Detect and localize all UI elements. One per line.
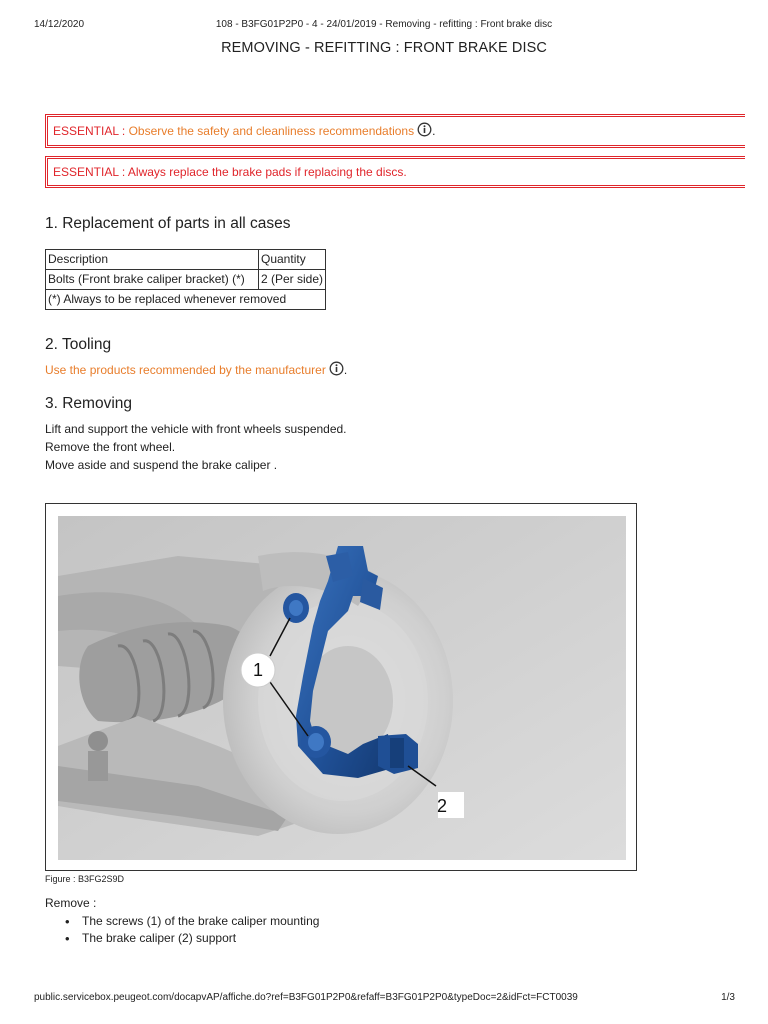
essential-suffix: .: [432, 124, 436, 138]
print-date: 14/12/2020: [34, 19, 85, 30]
section-heading-removing: 3. Removing: [45, 395, 133, 412]
step-text: Move aside and suspend the brake caliper .: [45, 458, 278, 472]
callout-1-label: 1: [252, 660, 264, 680]
table-row: [46, 270, 326, 290]
section-heading-tooling: 2. Tooling: [45, 336, 112, 353]
table-header-cell: Quantity: [259, 250, 326, 270]
essential-notice-pads: [45, 156, 745, 188]
footer-url: public.servicebox.peugeot.com/docapvAP/affiche.do?ref=B3FG01P2P0&refaff=B3FG01P2P0&typeDoc=2&idFct=FCT0039: [34, 992, 578, 1003]
essential-notice-safety: [45, 114, 745, 148]
table-note: (*) Always to be replaced whenever removed: [46, 290, 326, 310]
document-reference: 108 - B3FG01P2P0 - 4 - 24/01/2019 - Removing - refitting : Front brake disc: [215, 19, 553, 30]
removing-steps: [45, 420, 347, 474]
table-header-row: [46, 250, 326, 270]
section-heading-parts: 1. Replacement of parts in all cases: [45, 215, 291, 232]
remove-list: [64, 913, 319, 947]
essential-text: Observe the safety and cleanliness recommendations: [128, 124, 415, 138]
page-title: REMOVING - REFITTING : FRONT BRAKE DISC: [221, 40, 547, 56]
step-text: Lift and support the vehicle with front wheels suspended.: [45, 422, 347, 436]
page-number: 1/3: [721, 992, 735, 1003]
info-circle-icon[interactable]: [329, 361, 344, 376]
table-note-row: [46, 290, 326, 310]
parts-table: [45, 249, 326, 310]
figure-caption: Figure : B3FG2S9D: [45, 874, 125, 884]
table-header-cell: Description: [46, 250, 259, 270]
step-text: Remove the front wheel.: [45, 440, 176, 454]
list-item: • The screws (1) of the brake caliper mounting: [64, 913, 319, 930]
list-item: • The brake caliper (2) support: [64, 930, 319, 947]
table-cell: Bolts (Front brake caliper bracket) (*): [46, 270, 259, 290]
tooling-suffix: .: [343, 363, 348, 377]
figure-frame: [45, 503, 637, 871]
tooling-text: [45, 361, 347, 377]
remove-intro: Remove :: [45, 896, 97, 910]
brake-caliper-illustration: [58, 516, 626, 860]
essential-text: Always replace the brake pads if replacing the discs.: [127, 165, 407, 179]
table-cell: 2 (Per side): [259, 270, 326, 290]
essential-label: ESSENTIAL :: [53, 124, 126, 138]
info-circle-icon[interactable]: [417, 117, 432, 132]
tooling-text-body: Use the products recommended by the manufacturer: [45, 363, 326, 377]
essential-label: ESSENTIAL :: [53, 165, 126, 179]
callout-2-label: 2: [436, 796, 448, 816]
